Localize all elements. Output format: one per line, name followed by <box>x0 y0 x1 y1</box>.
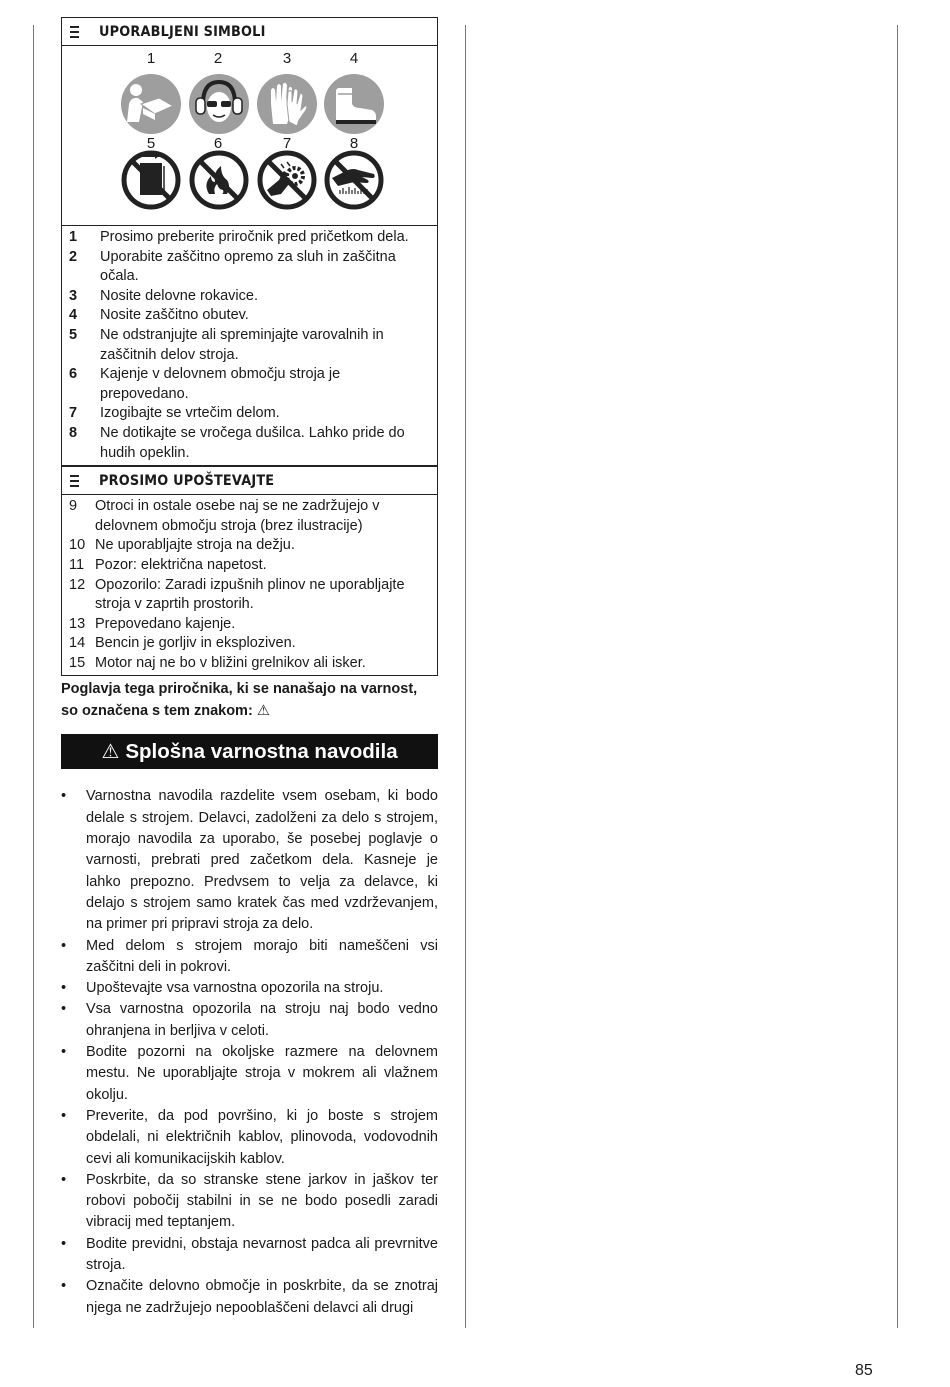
list-item: 11 Pozor: električna napetost. <box>69 556 267 573</box>
list-item: 7 Izogibajte se vrtečim delom. <box>69 405 280 422</box>
list-item: • Označite delovno območje in poskrbite, da se znotraj njega ne zadržujejo nepooblaščeni delavci ali drugi <box>61 1278 438 1316</box>
list-item: • Poskrbite, da so stranske stene jarkov in jaškov ter robovi pobočij stabilni in se ne bodo posedli zaradi vibracij med teptanjem. <box>61 1171 438 1231</box>
list-item: • Bodite pozorni na okoljske razmere na delovnem mestu. Ne uporabljajte stroja v mokrem ali vlažnem okolju. <box>61 1044 438 1103</box>
section-banner <box>61 734 438 769</box>
list-item: 13 Prepovedano kajenje. <box>69 615 236 632</box>
symbol-number: 4 <box>349 50 359 67</box>
read-manual-icon <box>121 74 181 134</box>
symbols-panel <box>62 46 437 226</box>
no-smoking-icon <box>189 150 249 210</box>
symbols-title: UPORABLJENI SIMBOLI <box>99 23 266 40</box>
symbols-box <box>61 17 438 466</box>
symbol-number: 7 <box>282 135 292 152</box>
left-margin-rule <box>33 25 34 1328</box>
list-item: • Vsa varnostna opozorila na stroju naj bodo vedno ohranjena in berljiva v celoti. <box>61 1001 438 1039</box>
notice-header <box>62 466 437 495</box>
list-item: 14 Bencin je gorljiv in eksploziven. <box>69 635 296 652</box>
symbol-number: 8 <box>349 135 359 152</box>
list-item: 15 Motor naj ne bo v bližini grelnikov ali isker. <box>69 654 366 671</box>
symbol-number: 2 <box>213 50 223 67</box>
warning-triangle-icon: ⚠ <box>101 741 120 764</box>
section-marker-icon <box>70 26 79 38</box>
list-item: 12 Opozorilo: Zaradi izpušnih plinov ne uporabljajte stroja v zaprtih prostorih. <box>69 576 405 613</box>
no-rotating-parts-icon <box>257 150 317 210</box>
symbol-number: 5 <box>146 135 156 152</box>
page-number: 85 <box>855 1362 873 1379</box>
left-column <box>61 17 438 1319</box>
section-marker-icon <box>70 475 79 487</box>
list-item: 3 Nosite delovne rokavice. <box>69 287 258 304</box>
list-item: 8 Ne dotikajte se vročega dušilca. Lahko pride do hudih opeklin. <box>69 424 405 461</box>
safety-bullets <box>61 786 438 1318</box>
no-removing-guards-icon <box>121 150 181 210</box>
symbols-header <box>62 18 437 46</box>
list-item: • Med delom s strojem morajo biti nameščeni vsi zaščitni deli in pokrovi. <box>61 937 438 975</box>
list-item: • Upoštevajte vsa varnostna opozorila na stroju. <box>61 980 384 997</box>
banner-title: Splošna varnostna navodila <box>125 739 398 763</box>
symbol-number: 1 <box>146 50 156 67</box>
list-item: 4 Nosite zaščitno obutev. <box>69 307 249 324</box>
symbol-number: 6 <box>213 135 223 152</box>
list-item: • Preverite, da pod površino, ki jo boste s strojem obdelali, ni električnih kablov, plinovoda, vodovodnih cevi ali komunikacijskih kablov. <box>61 1107 438 1167</box>
list-item: 6 Kajenje v delovnem območju stroja je prepovedano. <box>69 366 341 402</box>
list-item: 5 Ne odstranjujte ali spreminjajte varovalnih in zaščitnih delov stroja. <box>69 326 384 363</box>
symbol-number: 3 <box>282 50 292 67</box>
list-item: • Bodite previdni, obstaja nevarnost padca ali prevrnitve stroja. <box>61 1235 438 1273</box>
list-item: 9 Otroci in ostale osebe naj se ne zadržujejo v delovnem območju stroja (brez ilustracije) <box>69 498 380 534</box>
list-item: • Varnostna navodila razdelite vsem osebam, ki bodo delale s strojem. Delavci, zadolženi za delo s strojem, morajo navodila za uporabo, še posebej poglavje o varnosti, prebrati pred začetkom dela. Kasneje je lahko prepozno. Predvsem to velja za delavce, ki delajo s strojem samo kratek čas med vzdrževanjem, na primer pri pripravi stroja za delo. <box>61 788 438 933</box>
notice-list <box>62 495 437 675</box>
no-hot-muffler-icon <box>324 150 384 210</box>
safety-note <box>61 678 438 722</box>
safety-boots-icon <box>324 74 384 134</box>
list-item: 1 Prosimo preberite priročnik pred pričetkom dela. <box>69 229 409 245</box>
list-item: 2 Uporabite zaščitno opremo za sluh in zaščitna očala. <box>69 248 396 285</box>
warning-triangle-icon: ⚠ <box>256 703 270 720</box>
list-item: 10 Ne uporabljajte stroja na dežju. <box>69 537 295 554</box>
notice-title: PROSIMO UPOŠTEVAJTE <box>99 472 275 489</box>
center-column-rule <box>465 25 466 1328</box>
symbols-list <box>62 226 437 465</box>
ear-eye-protection-icon <box>189 74 249 134</box>
right-margin-rule <box>897 25 898 1328</box>
safety-note-text: Poglavja tega priročnika, ki se nanašajo na varnost, so označena s tem znakom: <box>61 681 418 720</box>
gloves-icon <box>257 74 317 134</box>
notice-box <box>61 466 438 676</box>
